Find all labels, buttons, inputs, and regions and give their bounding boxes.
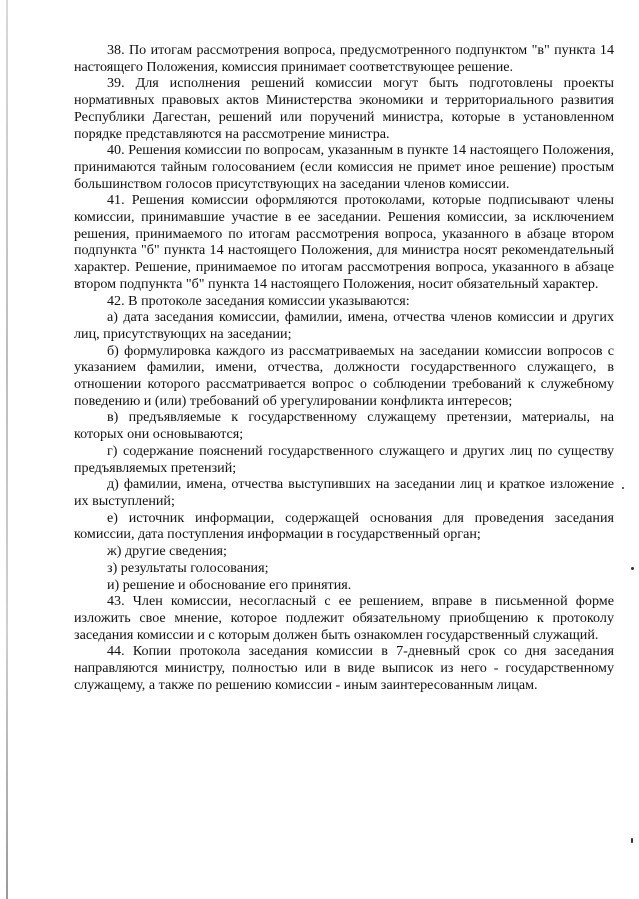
paragraph-42-a: а) дата заседания комиссии, фамилии, имена, отчества членов комиссии и других лиц, присутствующих на заседании; xyxy=(74,309,614,342)
paragraph-42-g: г) содержание пояснений государственного служащего и других лиц по существу предъявляемых претензий; xyxy=(74,442,614,476)
paragraph-40: 40. Решения комиссии по вопросам, указанным в пункте 14 настоящего Положения, принимаются тайным голосованием (если комиссия не примет иное решение) простым большинством голосов присутствующих на заседании членов комиссии. xyxy=(74,142,614,192)
paragraph-41: 41. Решения комиссии оформляются протоколами, которые подписывают члены комиссии, принимавшие участие в ее заседании. Решения комиссии, за исключением решения, принимаемого по итогам рассмотрения вопроса, указанного в абзаце втором подпункта "б" пункта 14 настоящего Положения, для министра носят рекомендательный характер. Решение, принимаемое по итогам рассмотрения вопроса, указанного в абзаце втором подпункта "б" пункта 14 настоящего Положения, носит обязательный характер. xyxy=(74,192,614,292)
document-body xyxy=(74,42,614,693)
paragraph-42-zh: ж) другие сведения; xyxy=(107,543,227,560)
paragraph-42-i: и) решение и обоснование его принятия. xyxy=(107,576,352,593)
paragraph-42-z: з) результаты голосования; xyxy=(107,559,269,576)
paragraph-39: 39. Для исполнения решений комиссии могут быть подготовлены проекты нормативных правовых актов Министерства экономики и территориального развития Республики Дагестан, решений или поручений министра, которые в установленном порядке представляются на рассмотрение министра. xyxy=(74,75,614,142)
scan-speck xyxy=(631,567,634,570)
paragraph-38: 38. По итогам рассмотрения вопроса, предусмотренного подпунктом "в" пункта 14 настоящего Положения, комиссия принимает соответствующее решение. xyxy=(74,42,614,75)
scan-speck xyxy=(631,838,633,843)
paragraph-42-d: д) фамилии, имена, отчества выступивших на заседании лиц и краткое изложение их выступлений; xyxy=(74,476,614,509)
paragraph-42-e: е) источник информации, содержащей основания для проведения заседания комиссии, дата поступления информации в государственный орган; xyxy=(74,509,614,543)
scan-edge-shadow xyxy=(6,0,8,899)
paragraph-42-b: б) формулировка каждого из рассматриваемых на заседании комиссии вопросов с указанием фамилии, имени, отчества, должности государственного служащего, в отношении которого рассматривается вопрос о соблюдении требований к служебному поведению и (или) требований об урегулировании конфликта интересов; xyxy=(74,342,614,409)
paragraph-43: 43. Член комиссии, несогласный с ее решением, вправе в письменной форме изложить свое мнение, которое подлежит обязательному приобщению к протоколу заседания комиссии и с которым должен быть ознакомлен государственный служащий. xyxy=(74,593,614,643)
paragraph-44: 44. Копии протокола заседания комиссии в 7-дневный срок со дня заседания направляются министру, полностью или в виде выписок из него - государственному служащему, а также по решению комиссии - иным заинтересованным лицам. xyxy=(74,643,614,693)
paragraph-42: 42. В протоколе заседания комиссии указываются: xyxy=(107,292,410,309)
paragraph-42-v: в) предъявляемые к государственному служащему претензии, материалы, на которых они основываются; xyxy=(74,409,614,443)
scan-speck xyxy=(622,487,624,489)
